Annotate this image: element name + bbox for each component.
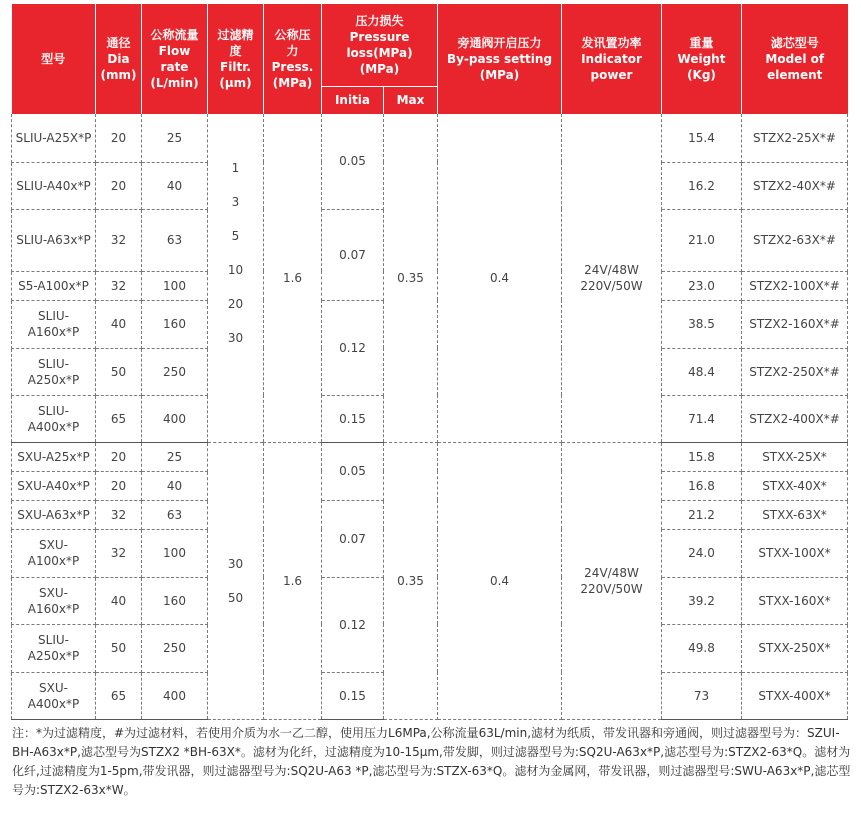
weight-cell: 49.8 xyxy=(662,624,742,672)
flow-cell: 250 xyxy=(142,348,208,395)
flow-cell: 25 xyxy=(142,114,208,162)
dia-cell: 20 xyxy=(96,471,142,500)
filtr-value: 30 xyxy=(227,331,244,345)
header-indicator: 发讯置功率 Indicator power xyxy=(562,4,662,114)
header-model: 型号 xyxy=(12,4,96,114)
model-cell: SLIU-A40x*P xyxy=(12,162,96,209)
flow-cell: 100 xyxy=(142,529,208,577)
model-cell: SXU-A160x*P xyxy=(12,577,96,624)
initia-cell: 0.12 xyxy=(322,577,384,672)
bypass-cell: 0.4 xyxy=(438,114,562,442)
element-cell: STXX-25X* xyxy=(742,442,848,471)
dia-cell: 50 xyxy=(96,624,142,672)
weight-cell: 39.2 xyxy=(662,577,742,624)
initia-cell: 0.05 xyxy=(322,442,384,500)
header-pressure-loss: 压力损失 Pressure loss(MPa) (MPa) xyxy=(322,4,438,86)
press-cell: 1.6 xyxy=(264,442,322,719)
header-dia: 通径 Dia (mm) xyxy=(96,4,142,114)
weight-cell: 16.8 xyxy=(662,471,742,500)
filtr-cell xyxy=(208,114,264,345)
element-cell: STXX-100X* xyxy=(742,529,848,577)
element-cell: STXX-63X* xyxy=(742,500,848,529)
element-cell: STXX-250X* xyxy=(742,624,848,672)
footnote: 注：*为过滤精度，#为过滤材料，若使用介质为水一乙二醇，使用压力L6MPa,公称流量63L/min,滤材为纸质，带发讯器和旁通阀，则过滤器型号为：SZUI-BH-A63x*P,滤芯型号为STZX2 *BH-63X*。滤材为化纤，过滤精度为10-15μm,带发脚，则过滤器型号为:SQ2U-A63x*P,滤芯型号为:STZX2-63*Q。滤材为化纤,过滤精度为1-5pm,带发讯器，则过滤器型号为:SQ2U-A63 *P,滤芯型号为:STZX-63*Q。滤材为金属网，带发讯器，则过滤器型号:SWU-A63x*P,滤芯型号为:STZX2-63x*W。 xyxy=(12,726,851,797)
model-cell: SXU-A400x*P xyxy=(12,672,96,719)
dia-cell: 32 xyxy=(96,500,142,529)
flow-cell: 400 xyxy=(142,672,208,719)
dia-cell: 20 xyxy=(96,442,142,471)
filtr-value: 20 xyxy=(227,297,244,311)
filtr-value: 10 xyxy=(227,263,244,277)
weight-cell: 15.4 xyxy=(662,114,742,162)
model-cell: SLIU-A250x*P xyxy=(12,348,96,395)
table-row xyxy=(12,442,848,471)
filtr-value: 30 xyxy=(227,556,244,571)
flow-cell: 160 xyxy=(142,300,208,348)
filtr-cell xyxy=(208,442,264,719)
weight-cell: 16.2 xyxy=(662,162,742,209)
header-initia: Initia xyxy=(322,86,384,114)
header-max: Max xyxy=(384,86,438,114)
model-cell: SXU-A100x*P xyxy=(12,529,96,577)
press-cell: 1.6 xyxy=(264,114,322,442)
element-cell: STZX2-400X*# xyxy=(742,395,848,442)
element-cell: STZX2-63X*# xyxy=(742,209,848,271)
indicator-cell: 24V/48W 220V/50W xyxy=(562,442,662,719)
flow-cell: 40 xyxy=(142,162,208,209)
max-cell: 0.35 xyxy=(384,442,438,719)
element-cell: STZX2-25X*# xyxy=(742,114,848,162)
element-cell: STXX-40X* xyxy=(742,471,848,500)
max-cell: 0.35 xyxy=(384,114,438,442)
weight-cell: 48.4 xyxy=(662,348,742,395)
spec-table xyxy=(11,4,848,720)
flow-cell: 250 xyxy=(142,624,208,672)
model-cell: SLIU-A63x*P xyxy=(12,209,96,271)
dia-cell: 40 xyxy=(96,577,142,624)
model-cell: S5-A100x*P xyxy=(12,271,96,300)
filtr-value: 5 xyxy=(231,229,240,243)
weight-cell: 71.4 xyxy=(662,395,742,442)
header-bypass: 旁通阀开启压力 By-pass setting (MPa) xyxy=(438,4,562,114)
filtr-value: 1 xyxy=(231,161,240,175)
element-cell: STZX2-100X*# xyxy=(742,271,848,300)
table-row xyxy=(12,114,848,162)
header-flow: 公称流量 Flow rate (L/min) xyxy=(142,4,208,114)
weight-cell: 38.5 xyxy=(662,300,742,348)
dia-cell: 40 xyxy=(96,300,142,348)
flow-cell: 63 xyxy=(142,209,208,271)
header-filtr: 过滤精 度 Filtr. (μm) xyxy=(208,4,264,114)
filtr-value: 3 xyxy=(231,195,240,209)
model-cell: SXU-A40x*P xyxy=(12,471,96,500)
dia-cell: 32 xyxy=(96,529,142,577)
flow-cell: 25 xyxy=(142,442,208,471)
model-cell: SLIU-A400x*P xyxy=(12,395,96,442)
flow-cell: 100 xyxy=(142,271,208,300)
dia-cell: 20 xyxy=(96,162,142,209)
indicator-cell: 24V/48W 220V/50W xyxy=(562,114,662,442)
dia-cell: 50 xyxy=(96,348,142,395)
model-cell: SXU-A25x*P xyxy=(12,442,96,471)
flow-cell: 63 xyxy=(142,500,208,529)
header-weight: 重量 Weight (Kg) xyxy=(662,4,742,114)
flow-cell: 40 xyxy=(142,471,208,500)
weight-cell: 21.0 xyxy=(662,209,742,271)
initia-cell: 0.15 xyxy=(322,672,384,719)
flow-cell: 160 xyxy=(142,577,208,624)
weight-cell: 73 xyxy=(662,672,742,719)
model-cell: SLIU-A250x*P xyxy=(12,624,96,672)
element-cell: STXX-160X* xyxy=(742,577,848,624)
weight-cell: 23.0 xyxy=(662,271,742,300)
flow-cell: 400 xyxy=(142,395,208,442)
model-cell: SLIU-A25X*P xyxy=(12,114,96,162)
weight-cell: 15.8 xyxy=(662,442,742,471)
weight-cell: 24.0 xyxy=(662,529,742,577)
initia-cell: 0.15 xyxy=(322,395,384,442)
dia-cell: 32 xyxy=(96,209,142,271)
header-element: 滤芯型号 Model of element xyxy=(742,4,848,114)
filtr-value: 50 xyxy=(227,590,244,605)
dia-cell: 65 xyxy=(96,672,142,719)
initia-cell: 0.12 xyxy=(322,300,384,395)
header-press: 公称压 力 Press. (MPa) xyxy=(264,4,322,114)
dia-cell: 20 xyxy=(96,114,142,162)
element-cell: STZX2-160X*# xyxy=(742,300,848,348)
model-cell: SLIU-A160x*P xyxy=(12,300,96,348)
weight-cell: 21.2 xyxy=(662,500,742,529)
initia-cell: 0.07 xyxy=(322,500,384,577)
dia-cell: 65 xyxy=(96,395,142,442)
dia-cell: 32 xyxy=(96,271,142,300)
element-cell: STZX2-250X*# xyxy=(742,348,848,395)
bypass-cell: 0.4 xyxy=(438,442,562,719)
initia-cell: 0.07 xyxy=(322,209,384,300)
initia-cell: 0.05 xyxy=(322,114,384,209)
model-cell: SXU-A63x*P xyxy=(12,500,96,529)
element-cell: STZX2-40X*# xyxy=(742,162,848,209)
element-cell: STXX-400X* xyxy=(742,672,848,719)
